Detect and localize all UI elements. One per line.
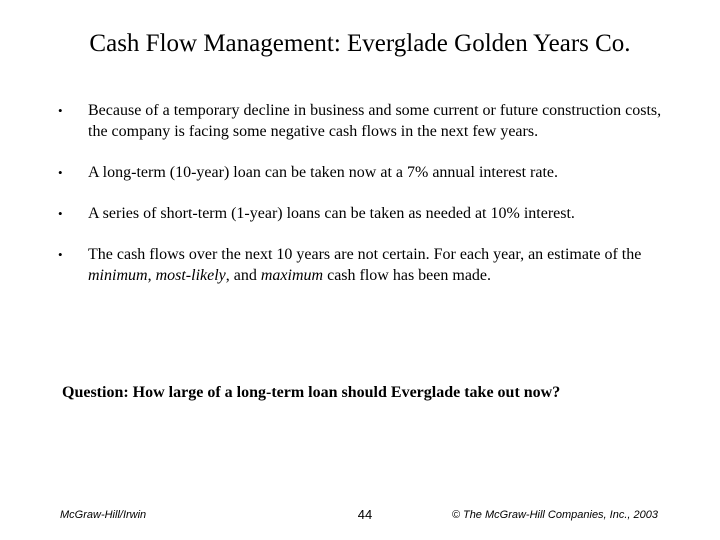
bullet-icon: • (58, 206, 63, 221)
italic-term-most-likely: most-likely (155, 267, 226, 284)
bullet-text: Because of a temporary decline in business and some current or future construction costs, the company is facing some negative cash flows in the next few years. (88, 102, 662, 140)
bullet-text (88, 246, 641, 284)
bullet-item-uncertain-cash-flows (58, 244, 678, 286)
bullet-icon: • (58, 103, 63, 118)
bullet-text-start: The cash flows over the next 10 years are not certain. For each year, an estimate of the (88, 246, 642, 263)
italic-term-maximum: maximum (260, 267, 324, 284)
bullet-text: A series of short-term (1-year) loans can be taken as needed at 10% interest. (88, 205, 575, 222)
bullet-list (58, 100, 678, 286)
bullet-item-business-decline (58, 100, 678, 142)
bullet-icon: • (58, 247, 63, 262)
bullet-item-long-term-loan (58, 162, 678, 183)
separator: , (147, 267, 156, 284)
separator: , and (225, 267, 261, 284)
footer-publisher: McGraw-Hill/Irwin (60, 509, 147, 521)
bullet-text: A long-term (10-year) loan can be taken now at a 7% annual interest rate. (88, 164, 559, 181)
bullet-item-short-term-loans (58, 203, 678, 224)
bullet-text-end: cash flow has been made. (323, 267, 492, 284)
page-number: 44 (357, 507, 373, 522)
slide-footer (0, 506, 720, 530)
footer-copyright: © The McGraw-Hill Companies, Inc., 2003 (451, 509, 658, 521)
slide-title: Cash Flow Management: Everglade Golden Years Co. (89, 30, 631, 57)
bullet-icon: • (58, 165, 63, 180)
italic-term-minimum: minimum (88, 267, 148, 284)
question-text: Question: How large of a long-term loan should Everglade take out now? (62, 384, 561, 401)
